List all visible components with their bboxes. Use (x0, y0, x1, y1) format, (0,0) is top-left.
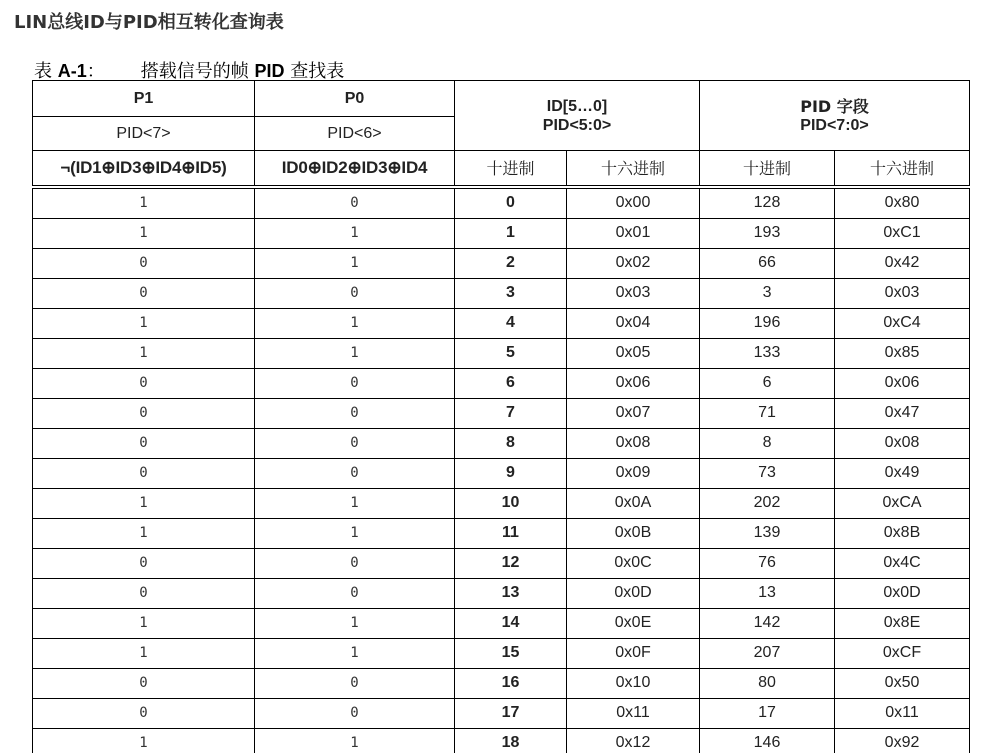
pid-hex-cell: 0x08 (835, 428, 970, 458)
table-row (33, 428, 970, 458)
p0-cell: 0 (255, 368, 455, 398)
table-row (33, 187, 970, 219)
pid-dec-cell: 128 (700, 187, 835, 219)
id-hex-cell: 0x05 (567, 338, 700, 368)
pid-hex-cell: 0x80 (835, 187, 970, 219)
table-row (33, 338, 970, 368)
id-hex-cell: 0x12 (567, 728, 700, 753)
pid-dec-cell: 13 (700, 578, 835, 608)
id-hex-cell: 0x08 (567, 428, 700, 458)
p0-cell: 1 (255, 728, 455, 753)
id-hex-cell: 0x06 (567, 368, 700, 398)
pid-dec-cell: 6 (700, 368, 835, 398)
pid-hex-cell: 0x92 (835, 728, 970, 753)
id-hex-cell: 0x11 (567, 698, 700, 728)
id-dec-cell: 13 (455, 578, 567, 608)
pid-dec-cell: 139 (700, 518, 835, 548)
id-dec-cell: 3 (455, 278, 567, 308)
id-dec-cell: 2 (455, 248, 567, 278)
pid-hex-cell: 0x0D (835, 578, 970, 608)
id-dec-cell: 17 (455, 698, 567, 728)
p1-cell: 1 (33, 338, 255, 368)
p0-cell: 0 (255, 458, 455, 488)
pid-dec-cell: 3 (700, 278, 835, 308)
header-p0-formula: ID0⊕ID2⊕ID3⊕ID4 (255, 151, 455, 187)
p0-cell: 1 (255, 248, 455, 278)
id-hex-cell: 0x0E (567, 608, 700, 638)
id-hex-cell: 0x0A (567, 488, 700, 518)
page-title: LIN总线ID与PID相互转化查询表 (14, 12, 284, 33)
pid-hex-cell: 0x8E (835, 608, 970, 638)
p0-cell: 1 (255, 608, 455, 638)
pid-hex-cell: 0xC1 (835, 218, 970, 248)
pid-dec-cell: 17 (700, 698, 835, 728)
id-hex-cell: 0x00 (567, 187, 700, 219)
id-hex-cell: 0x07 (567, 398, 700, 428)
table-row (33, 488, 970, 518)
id-hex-cell: 0x04 (567, 308, 700, 338)
id-dec-cell: 0 (455, 187, 567, 219)
pid-hex-cell: 0x85 (835, 338, 970, 368)
header-p0-bit: PID<6> (255, 117, 455, 151)
id-hex-cell: 0x09 (567, 458, 700, 488)
pid-hex-cell: 0xCA (835, 488, 970, 518)
p1-cell: 1 (33, 518, 255, 548)
pid-hex-cell: 0x50 (835, 668, 970, 698)
p1-cell: 0 (33, 668, 255, 698)
p1-cell: 1 (33, 728, 255, 753)
pid-hex-cell: 0x49 (835, 458, 970, 488)
id-dec-cell: 14 (455, 608, 567, 638)
pid-hex-cell: 0x4C (835, 548, 970, 578)
p1-cell: 0 (33, 248, 255, 278)
id-hex-cell: 0x0B (567, 518, 700, 548)
table-row (33, 248, 970, 278)
header-p1-bit: PID<7> (33, 117, 255, 151)
table-row (33, 278, 970, 308)
table-row (33, 458, 970, 488)
p0-cell: 0 (255, 278, 455, 308)
header-id-pid: PID<5:0> (542, 116, 612, 134)
pid-hex-cell: 0x8B (835, 518, 970, 548)
header-pid-field (700, 81, 970, 151)
p1-cell: 1 (33, 187, 255, 219)
table-row (33, 728, 970, 753)
pid-hex-cell: 0x06 (835, 368, 970, 398)
id-dec-cell: 18 (455, 728, 567, 753)
id-dec-cell: 16 (455, 668, 567, 698)
pid-dec-cell: 202 (700, 488, 835, 518)
p0-cell: 1 (255, 308, 455, 338)
id-dec-cell: 15 (455, 638, 567, 668)
pid-dec-cell: 146 (700, 728, 835, 753)
p1-cell: 0 (33, 458, 255, 488)
p1-cell: 0 (33, 698, 255, 728)
table-row (33, 518, 970, 548)
table-row (33, 548, 970, 578)
p0-cell: 0 (255, 548, 455, 578)
header-id (455, 81, 700, 151)
pid-dec-cell: 73 (700, 458, 835, 488)
header-id-hex: 十六进制 (567, 151, 700, 187)
header-pid-dec: 十进制 (700, 151, 835, 187)
table-row (33, 218, 970, 248)
header-p0: P0 (255, 81, 455, 117)
id-hex-cell: 0x10 (567, 668, 700, 698)
p0-cell: 1 (255, 638, 455, 668)
table-row (33, 668, 970, 698)
table-row (33, 578, 970, 608)
id-dec-cell: 4 (455, 308, 567, 338)
pid-dec-cell: 8 (700, 428, 835, 458)
pid-dec-cell: 133 (700, 338, 835, 368)
p1-cell: 0 (33, 548, 255, 578)
id-dec-cell: 10 (455, 488, 567, 518)
id-hex-cell: 0x03 (567, 278, 700, 308)
pid-dec-cell: 71 (700, 398, 835, 428)
pid-dec-cell: 76 (700, 548, 835, 578)
table-row (33, 368, 970, 398)
p0-cell: 1 (255, 488, 455, 518)
table-row (33, 638, 970, 668)
p0-cell: 0 (255, 668, 455, 698)
pid-hex-cell: 0x42 (835, 248, 970, 278)
p1-cell: 0 (33, 278, 255, 308)
pid-dec-cell: 193 (700, 218, 835, 248)
pid-hex-cell: 0xC4 (835, 308, 970, 338)
id-dec-cell: 11 (455, 518, 567, 548)
p0-cell: 1 (255, 518, 455, 548)
header-p1: P1 (33, 81, 255, 117)
id-dec-cell: 9 (455, 458, 567, 488)
id-dec-cell: 6 (455, 368, 567, 398)
id-hex-cell: 0x01 (567, 218, 700, 248)
id-dec-cell: 1 (455, 218, 567, 248)
p0-cell: 0 (255, 187, 455, 219)
header-id-dec: 十进制 (455, 151, 567, 187)
pid-hex-cell: 0x47 (835, 398, 970, 428)
p0-cell: 1 (255, 218, 455, 248)
pid-dec-cell: 80 (700, 668, 835, 698)
pid-hex-cell: 0xCF (835, 638, 970, 668)
p1-cell: 0 (33, 578, 255, 608)
pid-dec-cell: 207 (700, 638, 835, 668)
id-dec-cell: 12 (455, 548, 567, 578)
p0-cell: 0 (255, 428, 455, 458)
pid-dec-cell: 66 (700, 248, 835, 278)
pid-lookup-table (32, 80, 970, 753)
p1-cell: 1 (33, 638, 255, 668)
pid-hex-cell: 0x11 (835, 698, 970, 728)
pid-dec-cell: 142 (700, 608, 835, 638)
p0-cell: 0 (255, 698, 455, 728)
id-dec-cell: 7 (455, 398, 567, 428)
p1-cell: 1 (33, 308, 255, 338)
table-row (33, 308, 970, 338)
header-p1-formula: ¬(ID1⊕ID3⊕ID4⊕ID5) (33, 151, 255, 187)
p1-cell: 1 (33, 218, 255, 248)
table-title: 搭载信号的帧 PID 查找表 (140, 61, 345, 82)
id-hex-cell: 0x0C (567, 548, 700, 578)
id-dec-cell: 8 (455, 428, 567, 458)
pid-dec-cell: 196 (700, 308, 835, 338)
id-hex-cell: 0x0D (567, 578, 700, 608)
table-label: 表 A-1： (34, 61, 105, 82)
table-row (33, 398, 970, 428)
table-row (33, 698, 970, 728)
table-body (33, 187, 970, 753)
p1-cell: 0 (33, 398, 255, 428)
p1-cell: 0 (33, 368, 255, 398)
p0-cell: 0 (255, 578, 455, 608)
p1-cell: 1 (33, 608, 255, 638)
p1-cell: 0 (33, 428, 255, 458)
table-row (33, 608, 970, 638)
id-dec-cell: 5 (455, 338, 567, 368)
p1-cell: 1 (33, 488, 255, 518)
p0-cell: 0 (255, 398, 455, 428)
p0-cell: 1 (255, 338, 455, 368)
header-id-range: ID[5…0] (546, 97, 608, 115)
id-hex-cell: 0x02 (567, 248, 700, 278)
header-pid-hex: 十六进制 (835, 151, 970, 187)
header-pid-field-title: PID 字段 (800, 96, 869, 116)
pid-hex-cell: 0x03 (835, 278, 970, 308)
id-hex-cell: 0x0F (567, 638, 700, 668)
header-pid-field-range: PID<7:0> (800, 116, 869, 134)
